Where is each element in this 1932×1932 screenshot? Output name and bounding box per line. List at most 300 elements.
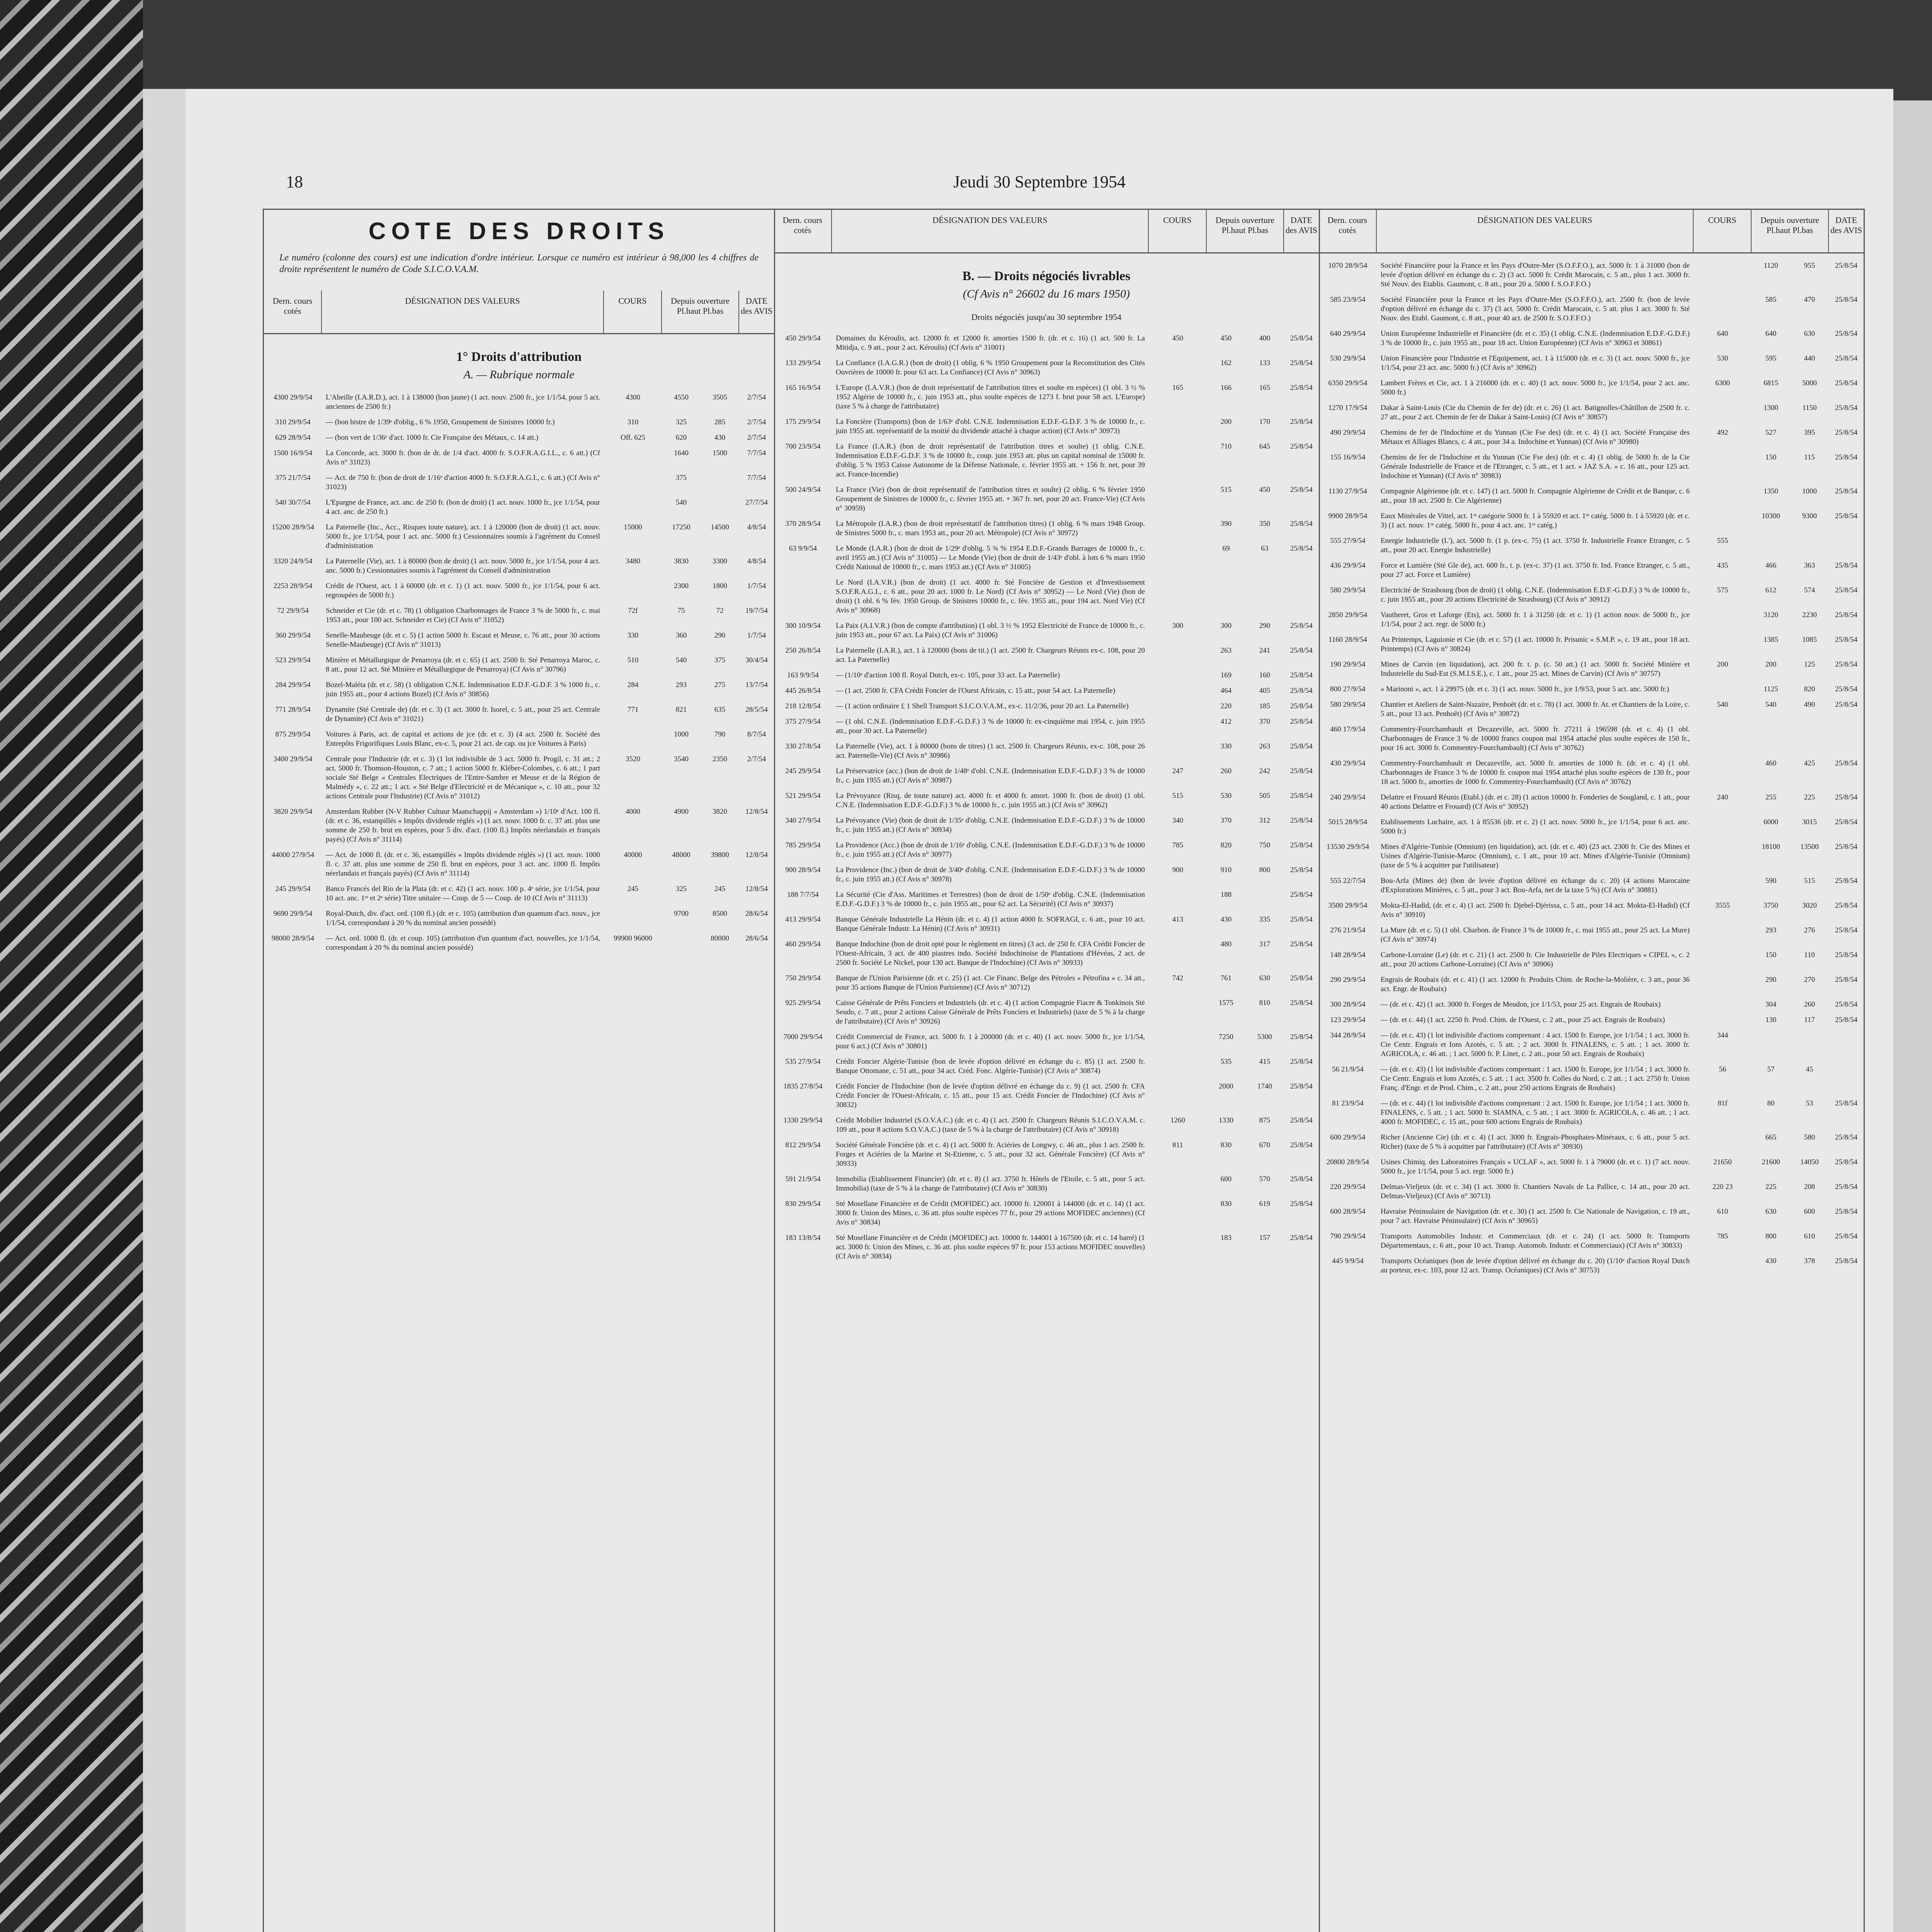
last-price-cell: 300 10/9/54	[785, 622, 821, 630]
high-cell: 800	[1765, 1232, 1777, 1240]
low-cell: 125	[1804, 660, 1815, 668]
listing-row	[1319, 403, 1864, 422]
avis-date-cell: 25/8/54	[1835, 512, 1858, 520]
avis-date-cell: 25/8/54	[1835, 1099, 1858, 1107]
avis-date-cell: 27/7/54	[745, 498, 768, 507]
designation-cell: Société Financière pour la France et les Pays d'Outre-Mer (S.O.F.F.O.), act. 5000 fr. 1 à 31000 (bon de levée d'option délivré en échange du c. 2) (3 act. 5000 fr. Crédit Marocain, c. 5 att., plus 1 act. 3000 fr. Sté Nouv. des Etablis. Gaumont, c. 8 att., pour 20 a. 5000 f. S.O.F.F.O.)	[1381, 262, 1690, 288]
avis-date-cell: 7/7/54	[747, 449, 766, 457]
low-cell: 395	[1804, 429, 1815, 437]
low-cell: 80000	[711, 934, 729, 942]
last-price-cell: 44000 27/9/54	[271, 851, 315, 859]
avis-date-cell: 25/8/54	[1835, 330, 1858, 338]
high-cell: 540	[1765, 701, 1777, 709]
listing-row	[1319, 975, 1864, 994]
price-cell: 56	[1719, 1065, 1726, 1073]
price-cell: 785	[1172, 841, 1184, 849]
low-cell: 1085	[1802, 636, 1817, 644]
designation-cell: La France (Vie) (bon de droit représentatif de l'attribution titres et soulte) (2 oblig. 6 % février 1950 Groupement de Sinistres de 10000 fr., c. février 1955 att. + 367 fr. net, pour 20 act. France-Vie) (Cf Avis n° 30959)	[836, 486, 1145, 512]
designation-cell: Schneider et Cie (dr. et c. 78) (1 obligation Charbonnages de France 3 % de 5000 fr., c. mai 1953 att., pour 100 act. Schneider et Cie) (Cf Avis n° 31052)	[326, 607, 600, 624]
designation-cell: Carbone-Lorraine (Le) (dr. et c. 21) (1 act. 2500 fr. Cie Industrielle de Piles Electriques « CIPEL », c. 2 att., pour 20 actions Carbone-Lorraine) (Cf Avis n° 30906)	[1381, 951, 1690, 968]
listing-row	[264, 850, 774, 878]
price-cell	[1149, 890, 1207, 909]
low-cell: 72	[716, 607, 724, 615]
low-cell	[701, 473, 739, 492]
low-cell: 3820	[713, 808, 727, 816]
low-cell: 5000	[1802, 379, 1817, 387]
designation-cell: — Act. de 1000 fl. (dr. et c. 36, estampillés « Impôts dividende réglés ») (1 act. nouv. 1000 fl. c. 37 att. plus une somme de 250 fl. brut en espèces, pour 3 act. anc. 1000 fl. Impôts néerlandais et français payés) (Cf Avis n° 31114)	[326, 851, 600, 878]
avis-date-cell: 25/8/54	[1835, 404, 1858, 412]
high-cell: 57	[1767, 1065, 1775, 1073]
price-cell	[1694, 611, 1752, 629]
low-cell: 515	[1804, 877, 1815, 885]
listing-row	[1319, 1207, 1864, 1226]
avis-date-cell: 25/8/54	[1835, 586, 1858, 594]
avis-date-cell: 25/8/54	[1290, 1033, 1313, 1041]
designation-cell: L'Abeille (I.A.R.D.), act. 1 à 138000 (bon jaune) (1 act. nouv. 2500 fr., jce 1/1/54, pour 5 act. anciennes de 2500 fr.)	[326, 393, 600, 411]
high-cell: 150	[1765, 951, 1777, 959]
last-price-cell: 523 29/9/54	[275, 656, 311, 664]
listing-row	[264, 884, 774, 903]
listing-row	[774, 998, 1319, 1026]
price-cell: Off. 625	[620, 434, 646, 442]
last-price-cell: 875 29/9/54	[275, 730, 311, 738]
low-cell: 285	[714, 418, 726, 426]
avis-date-cell: 25/8/54	[1290, 767, 1313, 775]
price-cell	[604, 909, 662, 928]
avis-date-cell: 25/8/54	[1290, 940, 1313, 948]
avis-date-cell: 25/8/54	[1290, 544, 1313, 553]
high-cell: 464	[1220, 687, 1232, 695]
high-cell: 540	[675, 656, 687, 664]
low-cell	[701, 498, 739, 517]
avis-date-cell: 25/8/54	[1290, 999, 1313, 1007]
last-price-cell: 340 27/9/54	[785, 816, 821, 825]
listing-row	[774, 702, 1319, 711]
listing-row	[774, 1175, 1319, 1193]
designation-cell: La Providence (Inc.) (bon de droit de 3/40ᵉ d'oblig. C.N.E. (Indemnisation E.D.F.-G.D.F.) 3 % de 10000 fr., c. juin 1955 att.) (Cf Avis n° 30978)	[836, 866, 1145, 883]
high-cell: 225	[1765, 1183, 1777, 1191]
listing-row	[774, 767, 1319, 785]
low-cell: 350	[1259, 520, 1270, 528]
high-cell: 162	[1220, 359, 1232, 367]
designation-cell: La Prévoyance (Risq. de toute nature) act. 4000 fr. et 4000 fr. amort. 1000 fr. (bon de droit) (1 obl. C.N.E. (Indemnisation E.D.F.-G.D.F.) 3 % de 10000 fr., c. juin 1955 att.) (Cf Avis n° 30962)	[836, 792, 1145, 809]
high-cell: 17250	[672, 523, 690, 531]
high-cell: 69	[1222, 544, 1230, 553]
avis-date-cell: 2/7/54	[747, 434, 766, 442]
last-price-cell: 790 29/9/54	[1330, 1232, 1366, 1240]
last-price-cell: 490 29/9/54	[1330, 429, 1366, 437]
low-cell: 1150	[1802, 404, 1817, 412]
low-cell: 115	[1804, 453, 1815, 461]
last-price-cell: 370 28/9/54	[785, 520, 821, 528]
avis-date-cell: 25/8/54	[1290, 792, 1313, 800]
price-cell: 515	[1172, 792, 1184, 800]
avis-date-cell	[1829, 536, 1864, 555]
listing-row	[264, 606, 774, 625]
designation-cell: Crédit Commercial de France, act. 5000 fr. 1 à 200000 (dr. et c. 40) (1 act. nouv. 5000 fr., jce 1/1/54, pour 6 act.) (Cf Avis n° 30801)	[836, 1033, 1145, 1050]
last-price-cell: 5015 28/9/54	[1328, 818, 1367, 826]
last-price-cell: 812 29/9/54	[785, 1141, 821, 1149]
designation-cell: Société Financière pour la France et les Pays d'Outre-Mer (S.O.F.F.O.), act. 2500 fr. (bon de levée d'option délivré en échange du c. 37) (3 act. 5000 fr. Crédit Marocain, c. 5 att. plus 1 act. 3000 fr. Sté Nouv. des Etabl. Gaumont, c. 8 att., pour 40 act. de 2500 fr. S.O.F.F.O.)	[1381, 296, 1690, 322]
subsection-heading: A. — Rubrique normale	[463, 368, 575, 381]
header-cours-cotes: Dern. cours cotés	[774, 210, 832, 252]
high-cell: 620	[675, 434, 687, 442]
price-cell: 785	[1717, 1232, 1728, 1240]
listing-row	[1319, 611, 1864, 629]
price-cell	[1149, 485, 1207, 513]
avis-date-cell: 25/8/54	[1835, 1232, 1858, 1240]
high-cell: 21600	[1762, 1158, 1780, 1166]
listing-row	[1319, 700, 1864, 719]
listing-row	[1319, 685, 1864, 694]
price-cell	[1149, 1175, 1207, 1193]
listing-row	[774, 417, 1319, 436]
listing-row	[264, 523, 774, 551]
low-cell: 225	[1804, 793, 1815, 801]
listing-row	[774, 334, 1319, 352]
high-cell: 390	[1220, 520, 1232, 528]
high-cell: 595	[1765, 354, 1777, 362]
price-cell: 4000	[626, 808, 640, 816]
avis-date-cell: 25/8/54	[1290, 915, 1313, 923]
designation-cell: — Act. de 750 fr. (bon de droit de 1/16ᵉ d'action 4000 fr. S.O.F.R.A.G.I., c. 6 att.) (Cf Avis n° 31023)	[326, 474, 600, 491]
avis-date-cell: 8/7/54	[747, 730, 766, 738]
designation-cell: Royal-Dutch, div. d'act. ord. (100 fl.) (dr. et c. 105) (attribution d'un quantum d'act. nouv., jce 1/1/54, correspondant à 20 % du nominal ancien possédé)	[326, 910, 600, 927]
designation-cell: La Paix (A.I.V.R.) (bon de compte d'attribution) (1 obl. 3 ½ % 1952 Electricité de France de 10000 fr., c. juin 1953 att., pour 67 act. La Paix) (Cf Avis n° 31006)	[836, 622, 1145, 639]
low-cell: 600	[1804, 1208, 1815, 1216]
designation-cell: L'Europe (I.A.V.R.) (bon de droit représentatif de l'attribution titres et soulte en espèces) (1 obl. 3 ½ % 1952 Algérie de 10000 fr., c. juin 1953 att., plus soulte espèces de 1273 f. brut pour 58 act. L'Europe) (taxe 5 % à charge de l'attributaire)	[836, 384, 1145, 410]
price-cell	[1149, 702, 1207, 711]
designation-cell: Amsterdam Rubber (N-V Rubber Cultuur Maatschappij « Amsterdam ») 1/10ᵉ d'Act. 100 fl. (dr. et c. 36, estampillés « Impôts dividende réglés ») (1 act. nouv. 1000 fr. c. 37 att. plus une somme de 250 fr. brut en espèces, pour 5 div. d'act. (100 fl.) Impôts néerlandais et français payés) (Cf Avis n° 31114)	[326, 808, 600, 844]
low-cell: 490	[1804, 701, 1815, 709]
listing-row	[1319, 926, 1864, 944]
listing-row	[1319, 1099, 1864, 1127]
price-cell	[1694, 635, 1752, 654]
listing-row	[1319, 536, 1864, 555]
designation-cell: Crédit Foncier Algérie-Tunisie (bon de levée d'option délivré en échange du c. 85) (1 act. 2500 fr. Banque Ottomane, c. 51 att., pour 34 act. Créd. Fonc. Algérie-Tunisie) (Cf Avis n° 30874)	[836, 1058, 1145, 1075]
avis-date-cell: 25/8/54	[1835, 379, 1858, 387]
header-depuis: Depuis ouverture Pl.haut Pl.bas	[1752, 210, 1829, 252]
high-cell: 260	[1220, 767, 1232, 775]
high-cell: 1120	[1764, 262, 1778, 270]
price-cell: 245	[627, 885, 639, 893]
low-cell: 5300	[1257, 1033, 1272, 1041]
low-cell: 39800	[711, 851, 729, 859]
designation-cell: Caisse Générale de Prêts Fonciers et Industriels (dr. et c. 4) (1 action Compagnie Fiacre & Tonkinois Sté Seudo, c. 7 att., pour 2 actions Caisse Générale de Prêts Fonciers et Industriels) (taxe de 5 % à la charge de l'attributaire) (Cf Avis n° 30926)	[836, 999, 1145, 1026]
listing-row	[264, 807, 774, 844]
high-cell: 183	[1220, 1234, 1232, 1242]
last-price-cell: 600 29/9/54	[1330, 1133, 1366, 1141]
high-cell: 290	[1765, 976, 1777, 984]
high-cell	[662, 934, 701, 952]
designation-cell: Engrais de Roubaix (dr. et c. 41) (1 act. 12000 fr. Produits Chim. de Roche-la-Molière, c. 3 att., pour 36 act. Engr. de Roubaix)	[1381, 976, 1690, 993]
high-cell: 1350	[1764, 487, 1778, 495]
price-cell: 220 23	[1712, 1183, 1733, 1191]
designation-cell: Le Nord (I.A.V.R.) (bon de droit) (1 act. 4000 fr. Sté Foncière de Gestion et d'Investissement S.O.F.R.A.G.I., c. 6 att., pour 20 act. 1000 fr. Le Nord) (Cf Avis n° 30952) — Le Nord (Vie) (bon de droit) (1 obl. 6 % fév. 1950 Group. de Sinistres 10000 fr., c. fév. 1955 att., pour 194 act. Nord Vie) (Cf Avis n° 30968)	[836, 578, 1145, 614]
avis-date-cell: 4/8/54	[747, 523, 766, 531]
last-price-cell: 245 29/9/54	[785, 767, 821, 775]
avis-date-cell: 25/8/54	[1290, 1200, 1313, 1208]
table-header	[774, 210, 1319, 253]
page-header	[185, 172, 1893, 199]
last-price-cell: 580 29/9/54	[1330, 701, 1366, 709]
price-cell	[1149, 519, 1207, 538]
designation-cell: Etablissements Luchaire, act. 1 à 85536 (dr. et c. 2) (1 act. nouv. 5000 fr., jce 1/1/54, pour 6 act. anc. 5000 fr.)	[1381, 818, 1690, 835]
high-cell: 630	[1765, 1208, 1777, 1216]
avis-date-cell: 25/8/54	[1290, 702, 1313, 710]
last-price-cell: 63 9/9/54	[789, 544, 817, 553]
last-price-cell: 535 27/9/54	[785, 1058, 821, 1066]
listing-row	[774, 1233, 1319, 1261]
designation-cell: Sté Mosellane Financière et de Crédit (MOFIDEC) act. 10000 fr. 144001 à 167500 (dr. et c. 14 barré) (1 act. 3000 fr. Union des Mines, c. 36 att. plus soulte espèces 97 fr. pour 153 actions MOFIDEC nouvelles) (Cf Avis n° 30834)	[836, 1234, 1145, 1260]
low-cell: 9300	[1802, 512, 1817, 520]
high-cell: 166	[1220, 384, 1232, 392]
high-cell: 150	[1765, 453, 1777, 461]
designation-cell: Compagnie Algérienne (dr. et c. 147) (1 act. 5000 fr. Compagnie Algérienne de Crédit et de Banque, c. 6 att., pour 18 act. 2500 fr. Cie Algérienne)	[1381, 487, 1690, 505]
low-cell: 290	[714, 631, 726, 639]
avis-date-cell: 25/8/54	[1835, 611, 1858, 619]
high-cell: 3750	[1764, 901, 1778, 910]
price-cell: 247	[1172, 767, 1184, 775]
designation-cell: Richer (Ancienne Cie) (dr. et c. 4) (1 act. 3000 fr. Engrais-Phosphates-Minéraux, c. 6 att., pour 5 act. Richer) (taxe de 5 % à acquitter par l'attributaire) (Cf Avis n° 30930)	[1381, 1133, 1690, 1151]
price-cell: 742	[1172, 974, 1184, 982]
avis-date-cell: 25/8/54	[1835, 636, 1858, 644]
listing-row	[1319, 901, 1864, 920]
price-cell	[1694, 487, 1752, 505]
designation-cell: La Concorde, act. 3000 fr. (bon de dr. de 1/4 d'act. 4000 fr. S.O.F.R.A.G.I.L., c. 6 att.) (Cf Avis n° 31023)	[326, 449, 600, 466]
designation-cell: La Prévoyance (Vie) (bon de droit de 1/35ᵉ d'oblig. C.N.E. (Indemnisation E.D.F.-G.D.F.) 3 % de 10000 fr., c. juin 1955 att.) (Cf Avis n° 30934)	[836, 816, 1145, 834]
listing-row	[774, 383, 1319, 411]
high-cell: 200	[1765, 660, 1777, 668]
avis-date-cell: 25/8/54	[1290, 486, 1313, 494]
listing-row	[1319, 512, 1864, 530]
last-price-cell: 460 29/9/54	[785, 940, 821, 948]
listing-row	[774, 646, 1319, 665]
price-cell	[1149, 359, 1207, 377]
low-cell: 800	[1259, 866, 1270, 874]
listing-row	[774, 915, 1319, 934]
avis-date-cell: 25/8/54	[1290, 687, 1313, 695]
designation-cell: — (dr. et c. 44) (1 act. 2250 fr. Prod. Chim. de l'Ouest, c. 2 att., pour 25 act. Engrais de Roubaix)	[1381, 1016, 1665, 1024]
designation-cell: La Paternelle (Inc., Acc., Risques toute nature), act. 1 à 120000 (bon de droit) (1 act. nouv. 5000 fr., jce 1/1/54, pour 1 act. anc. 5000 fr.) Cessionnaires soumis à l'agrément du Conseil d'administration	[326, 523, 600, 550]
last-price-cell: 98000 28/9/54	[271, 934, 315, 942]
last-price-cell: 555 22/7/54	[1330, 877, 1366, 885]
high-cell: 300	[1220, 622, 1232, 630]
designation-cell: Bou-Arfa (Mines de) (bon de levée d'option délivré en échange du c. 20) (4 actions Marocaine d'Explorations Minières, c. 5 att., pour 3 act. Bou-Arfa, net de la taxe 5 %) (Cf Avis n° 30881)	[1381, 877, 1690, 894]
last-price-cell: 344 28/9/54	[1330, 1031, 1366, 1039]
section-note: Droits négociés jusqu'au 30 septembre 1954	[971, 312, 1122, 322]
price-cell	[1694, 818, 1752, 836]
listing-row	[774, 717, 1319, 736]
designation-cell: Banque Générale Industrielle La Hénin (dr. et c. 4) (1 action 4000 fr. SOFRAGI, c. 6 att., pour 10 act. Banque Générale Industr. La Hénin) (Cf Avis n° 30931)	[836, 915, 1145, 933]
section-heading: B. — Droits négociés livrables	[962, 269, 1131, 283]
low-cell: 2230	[1802, 611, 1817, 619]
high-cell: 450	[1220, 334, 1232, 342]
last-price-cell: 175 29/9/54	[785, 418, 821, 426]
low-cell: 370	[1259, 718, 1270, 726]
header-cours: COURS	[1694, 210, 1752, 252]
low-cell: 241	[1259, 646, 1270, 655]
avis-date-cell: 4/8/54	[747, 557, 766, 565]
last-price-cell: 3320 24/9/54	[273, 557, 313, 565]
avis-date-cell: 25/8/54	[1290, 1116, 1313, 1124]
header-depuis: Depuis ouverture Pl.haut Pl.bas	[1207, 210, 1284, 252]
high-cell: 1330	[1219, 1116, 1233, 1124]
avis-date-cell: 25/8/54	[1835, 660, 1858, 668]
designation-cell: — (1 act. 2500 fr. CFA Crédit Foncier de l'Ouest Africain, c. 15 att., pour 54 act. La Paternelle)	[836, 687, 1116, 695]
price-cell	[1694, 1133, 1752, 1151]
price-cell: 640	[1717, 330, 1728, 338]
price-cell: 21650	[1713, 1158, 1732, 1166]
last-price-cell: 4300 29/9/54	[273, 393, 313, 401]
last-price-cell: 3820 29/9/54	[273, 808, 313, 816]
low-cell: 1000	[1802, 487, 1817, 495]
avis-date-cell: 25/8/54	[1290, 891, 1313, 899]
avis-date-cell	[1829, 725, 1864, 753]
price-cell	[1149, 671, 1207, 680]
low-cell: 312	[1259, 816, 1270, 825]
designation-cell: Transports Automobiles Industr. et Commerciaux (dr. et c. 24) (1 act. 5000 fr. Transports Départementaux, c. 6 att., pour 10 act. Transp. Automob. Industr. et Commerciaux) (Cf Avis n° 30833)	[1381, 1232, 1690, 1250]
last-price-cell: 500 24/9/54	[785, 486, 821, 494]
last-price-cell: 240 29/9/54	[1330, 793, 1366, 801]
designation-cell: Eaux Minérales de Vittel, act. 1ʳᵉ catégorie 5000 fr. 1 à 55920 et act. 1ʳᵉ catég. 5000 fr. 1 à 55920 (dr. et c. 3) (1 act. nouv. 1ʳᵉ catég. 5000 fr., pour 4 act. anc. 1ʳᵉ catég.)	[1381, 512, 1690, 529]
price-cell	[604, 498, 662, 517]
listing-row	[1319, 561, 1864, 580]
header-designation: DÉSIGNATION DES VALEURS	[322, 291, 604, 333]
rows	[774, 334, 1319, 1261]
high-cell: 330	[1220, 742, 1232, 750]
high-cell: 80	[1767, 1099, 1775, 1107]
last-price-cell: 165 16/9/54	[785, 384, 821, 392]
price-cell	[1694, 512, 1752, 530]
last-price-cell: 629 28/9/54	[275, 434, 311, 442]
avis-date-cell: 12/8/54	[745, 808, 768, 816]
designation-cell: — (bon vert de 1/36ᵉ d'act. 1000 fr. Cie Française des Métaux, c. 14 att.)	[326, 434, 539, 442]
high-cell: 910	[1220, 866, 1232, 874]
designation-cell: Chemins de fer de l'Indochine et du Yunnan (Cie Fse des) (dr. et c. 4) (1 oblig. de 5000 fr. de la Cie Générale Industrielle de France et de l'Etranger, c. 5 att., et 1 act. « JAZ S.A. » c. 16 att., pour 125 act. Indochine et Yunnan) (Cf Avis n° 30983)	[1381, 453, 1690, 480]
avis-date-cell: 25/8/54	[1835, 759, 1858, 767]
designation-cell: Transports Océaniques (bon de levée d'option délivré en échange du c. 20) (1/10ᵉ d'action Royal Dutch au porteur, ex-c. 103, pour 12 act. Transp. Océaniques) (Cf Avis n° 30753)	[1381, 1257, 1690, 1274]
avis-date-cell: 25/8/54	[1290, 520, 1313, 528]
designation-cell: Union Financière pour l'Industrie et l'Equipement, act. 1 à 115000 (dr. et c. 3) (1 act. nouv. 5000 fr., jce 1/1/54, pour 23 act. anc. 5000 fr.) (Cf Avis n° 30962)	[1381, 354, 1690, 372]
designation-cell: Usines Chimiq. des Laboratoires Français « UCLAF », act. 5000 fr. 1 à 79000 (dr. et c. 1) (7 act. nouv. 5000 fr., jce 1/1/54, pour 5 act. regr. 5000 fr.)	[1381, 1158, 1690, 1175]
low-cell: 14500	[711, 523, 729, 531]
last-price-cell: 20800 28/9/54	[1326, 1158, 1369, 1166]
low-cell: 117	[1804, 1016, 1815, 1024]
last-price-cell: 771 28/9/54	[275, 706, 311, 714]
listing-frame	[263, 209, 1865, 1932]
listing-row	[1319, 295, 1864, 323]
price-cell: 555	[1717, 537, 1728, 545]
last-price-cell: 3400 29/9/54	[273, 755, 313, 763]
low-cell: 955	[1804, 262, 1815, 270]
designation-cell: Sté Mosellane Financière et de Crédit (MOFIDEC) act. 10000 fr. 120001 à 144000 (dr. et c. 14) (1 act. 3000 fr. Union des Mines, c. 36 att. plus soulte espèces 77 fr., pour 29 actions MOFIDEC anciennes) (Cf Avis n° 30834)	[836, 1200, 1145, 1226]
price-cell	[1149, 544, 1207, 572]
designation-cell: Delmas-Vieljeux (dr. et c. 34) (1 act. 3000 fr. Chantiers Navals de La Pallice, c. 14 att., pour 20 act. Delmas-Vieljeux) (Cf Avis n° 30713)	[1381, 1183, 1690, 1200]
avis-date-cell	[1829, 1031, 1864, 1059]
listing-row	[1319, 1000, 1864, 1009]
last-price-cell: 81 23/9/54	[1332, 1099, 1364, 1107]
high-cell: 530	[1220, 792, 1232, 800]
price-cell	[1149, 717, 1207, 736]
listing-row	[774, 1141, 1319, 1168]
last-price-cell: 430 29/9/54	[1330, 759, 1366, 767]
low-cell: 635	[714, 706, 726, 714]
avis-date-cell: 25/8/54	[1835, 701, 1858, 709]
last-price-cell: 413 29/9/54	[785, 915, 821, 923]
avis-date-cell: 25/8/54	[1835, 976, 1858, 984]
listing-row	[1319, 1133, 1864, 1151]
listing-row	[1319, 759, 1864, 787]
header-designation: DÉSIGNATION DES VALEURS	[832, 210, 1149, 252]
last-price-cell: 6350 29/9/54	[1328, 379, 1367, 387]
last-price-cell: 445 26/8/54	[785, 687, 821, 695]
low-cell: 270	[1804, 976, 1815, 984]
low-cell: 440	[1804, 354, 1815, 362]
listing-row	[774, 940, 1319, 968]
listing-row	[774, 578, 1319, 615]
last-price-cell: 218 12/8/54	[785, 702, 821, 710]
low-cell: 3505	[713, 393, 727, 401]
listing-row	[1319, 379, 1864, 397]
listing-row	[1319, 1015, 1864, 1025]
price-cell	[1694, 453, 1752, 481]
last-price-cell: 785 29/9/54	[785, 841, 821, 849]
price-cell	[1149, 1082, 1207, 1110]
listing-row	[264, 473, 774, 492]
price-cell: 284	[627, 681, 639, 689]
listing-row	[774, 519, 1319, 538]
low-cell: 670	[1259, 1141, 1270, 1149]
high-cell: 263	[1220, 646, 1232, 655]
listing-row	[264, 557, 774, 575]
low-cell: 185	[1259, 702, 1270, 710]
last-price-cell: 190 29/9/54	[1330, 660, 1366, 668]
low-cell: 160	[1259, 671, 1270, 679]
price-cell: 3555	[1715, 901, 1730, 910]
price-cell	[1149, 1057, 1207, 1076]
high-cell: 515	[1220, 486, 1232, 494]
designation-cell: Union Européenne Industrielle et Financière (dr. et c. 35) (1 oblig. C.N.E. (Indemnisation E.D.F.-G.D.F.) 3 % de 10000 fr., c. juin 1955 att., pour 18 act. Union Européenne) (Cf Avis n° 30963 et 30861)	[1381, 330, 1690, 347]
designation-cell: Crédit Foncier de l'Indochine (bon de levée d'option délivré en échange du c. 9) (1 act. 2500 fr. CFA Crédit Foncier de l'Ouest-Africain, c. 15 att., pour 15 act. Crédit Foncier de l'Indochine) (Cf Avis n° 30832)	[836, 1082, 1145, 1109]
page-number: 18	[286, 172, 303, 191]
price-cell: 81f	[1718, 1099, 1728, 1107]
last-price-cell: 9900 28/9/54	[1328, 512, 1367, 520]
designation-cell: Banque Indochine (bon de droit opté pour le règlement en titres) (3 act. de 250 fr. CFA Crédit Foncier de l'Ouest-Africain, 3 act. de 400 piastres indo. Société Indochinoise de Plantations d'Hévéas, 2 act. de 2500 fr. Société Le Nickel, pour 130 act. Banque de l'Indochine) (Cf Avis n° 30933)	[836, 940, 1145, 967]
price-cell	[1149, 578, 1207, 615]
last-price-cell: 72 29/9/54	[277, 607, 309, 615]
price-cell	[1694, 403, 1752, 422]
low-cell: 133	[1259, 359, 1270, 367]
avis-date-cell: 25/8/54	[1835, 453, 1858, 461]
listing-row	[264, 909, 774, 928]
last-price-cell: 585 23/9/54	[1330, 296, 1366, 304]
designation-cell: Mokta-El-Hadid, (dr. et c. 4) (1 act. 2500 fr. Djebel-Djérissa, c. 5 att., pour 14 act. Mokta-El-Hadid) (Cf Avis n° 30910)	[1381, 901, 1690, 919]
low-cell: 3020	[1802, 901, 1817, 910]
high-cell: 48000	[672, 851, 690, 859]
designation-cell: — (1/10ᵉ d'action 100 fl. Royal Dutch, ex-c. 105, pour 33 act. La Paternelle)	[836, 671, 1060, 679]
avis-date-cell: 25/8/54	[1290, 742, 1313, 750]
price-cell	[1694, 261, 1752, 289]
price-cell: 811	[1172, 1141, 1183, 1149]
low-cell	[1790, 536, 1829, 555]
listing-row	[774, 686, 1319, 696]
last-price-cell: 290 29/9/54	[1330, 976, 1366, 984]
designation-cell: — (1 action ordinaire £ 1 Shell Transport S.I.C.O.V.A.M., ex-c. 11/2/36, pour 20 act. La Paternelle)	[836, 702, 1129, 710]
header-cours-cotes: Dern. cours cotés	[1319, 210, 1377, 252]
price-cell	[1149, 646, 1207, 665]
listing-row	[264, 433, 774, 442]
